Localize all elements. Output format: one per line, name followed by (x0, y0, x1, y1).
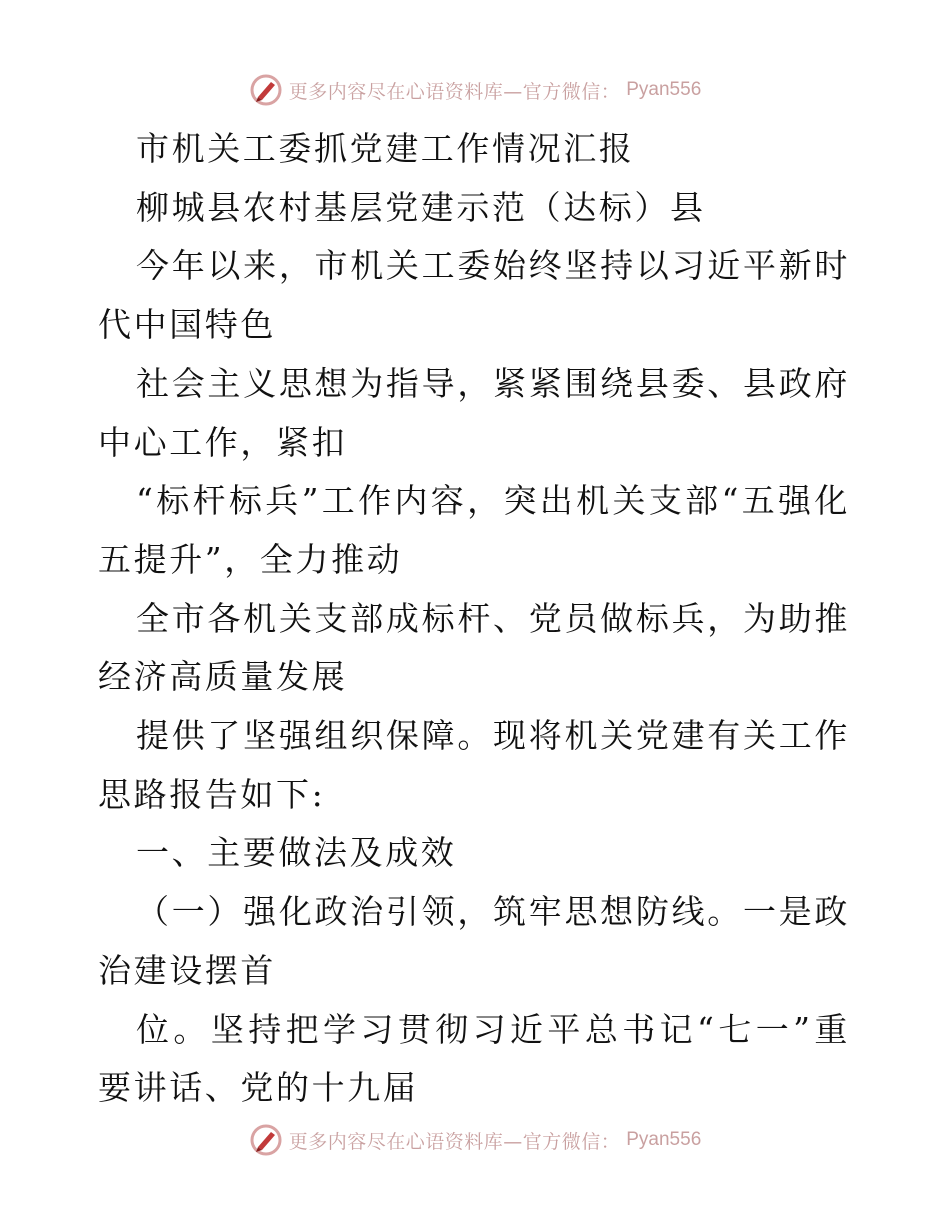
footer-watermark (0, 1120, 950, 1160)
watermark-text: 更多内容尽在心语资料库—官方微信： (288, 80, 621, 103)
paragraph: （一）强化政治引领，筑牢思想防线。一是政治建设摆首 (98, 892, 850, 990)
paragraph: 位。坚持把学习贯彻习近平总书记“七一”重要讲话、党的十九届 (98, 1009, 850, 1108)
paragraph: 柳城县农村基层党建示范（达标）县 (136, 187, 706, 227)
watermark-text: 更多内容尽在心语资料库—官方微信： (288, 1130, 621, 1153)
paragraph: 今年以来，市机关工委始终坚持以习近平新时代中国特色 (98, 246, 850, 345)
paragraph: 社会主义思想为指导，紧紧围绕县委、县政府中心工作，紧扣 (98, 363, 850, 462)
pen-seal-icon (249, 73, 283, 107)
paragraph: 提供了坚强组织保障。现将机关党建有关工作思路报告如下: (98, 716, 850, 814)
paragraph: 全市各机关支部成标杆、党员做标兵，为助推经济高质量发展 (98, 598, 850, 697)
document-title: 市机关工委抓党建工作情况汇报 (136, 129, 635, 168)
header-watermark (0, 70, 950, 110)
section-heading: 一、主要做法及成效 (136, 833, 457, 873)
watermark-wechat-id: Pyan556 (626, 79, 702, 100)
pen-seal-icon (249, 1123, 283, 1157)
paragraph: “标杆标兵”工作内容，突出机关支部“五强化五提升”，全力推动 (98, 481, 850, 579)
document-body (98, 120, 850, 1118)
watermark-wechat-id: Pyan556 (626, 1129, 702, 1150)
